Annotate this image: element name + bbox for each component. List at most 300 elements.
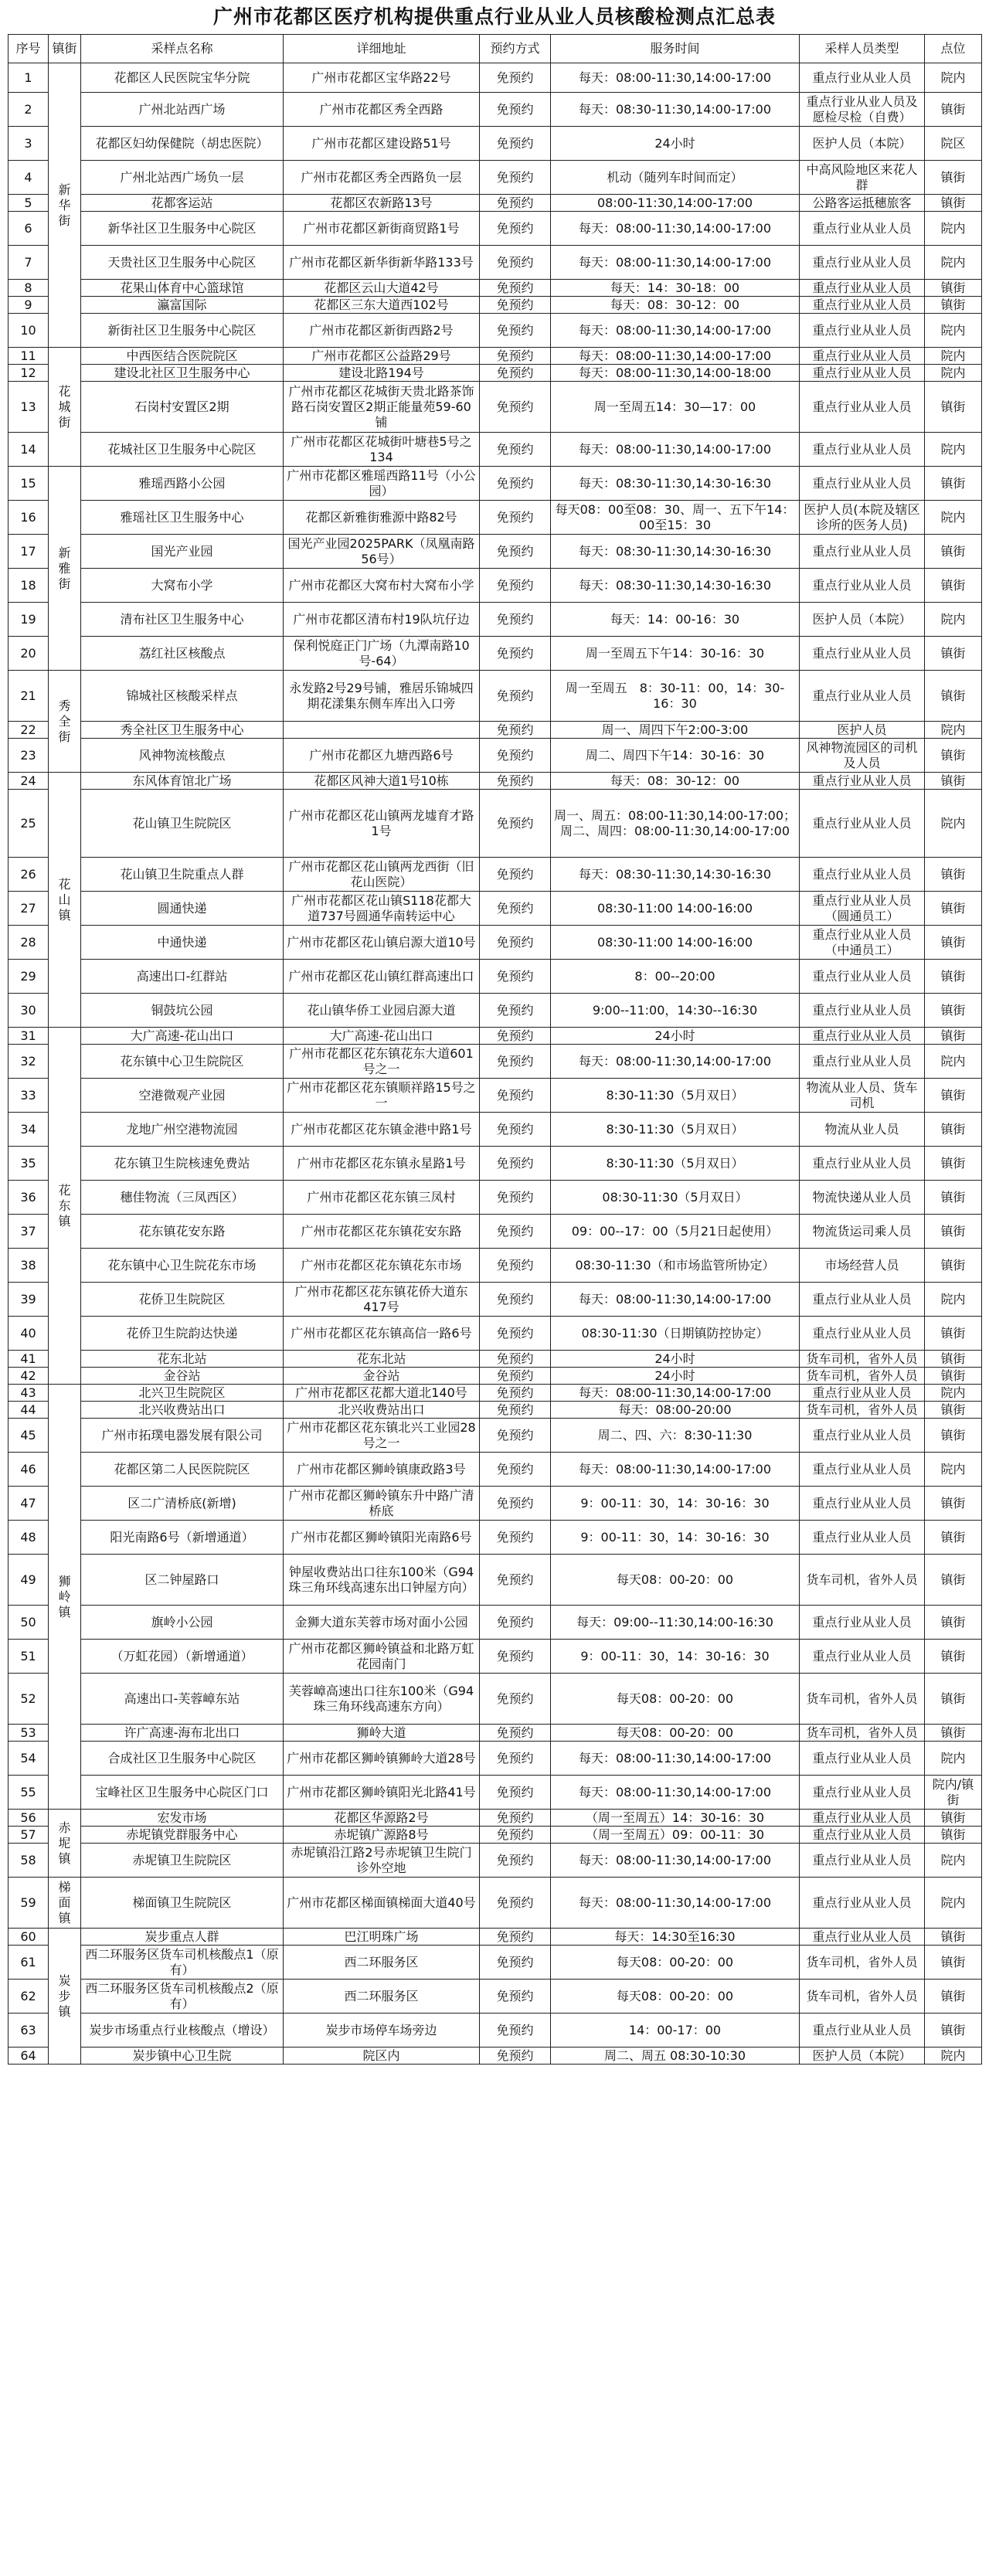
cell-people-type: 医护人员 xyxy=(800,722,925,739)
table-row xyxy=(8,994,982,1028)
cell-booking: 免预约 xyxy=(480,603,551,637)
cell-booking: 免预约 xyxy=(480,1521,551,1555)
table-row xyxy=(8,365,982,382)
cell-location: 镇街 xyxy=(925,637,982,671)
cell-site-name: 金谷站 xyxy=(81,1368,284,1385)
cell-booking: 免预约 xyxy=(480,637,551,671)
cell-site-name: （万虹花园）（新增通道） xyxy=(81,1640,284,1674)
cell-booking: 免预约 xyxy=(480,1283,551,1317)
cell-location: 镇街 xyxy=(925,1215,982,1249)
cell-district xyxy=(49,467,81,671)
cell-service-time: 每天：08：30-12：00 xyxy=(551,773,800,790)
district-label: 花东镇 xyxy=(58,1182,71,1229)
cell-service-time: 9：00-11：30，14：30-16：30 xyxy=(551,1640,800,1674)
cell-site-name: 许广高速-海布北出口 xyxy=(81,1725,284,1742)
cell-people-type: 重点行业从业人员 xyxy=(800,637,925,671)
cell-no: 46 xyxy=(8,1453,49,1487)
cell-people-type: 重点行业从业人员 xyxy=(800,1640,925,1674)
table-row xyxy=(8,280,982,297)
cell-people-type: 重点行业从业人员 xyxy=(800,1810,925,1827)
cell-people-type: 医护人员（本院） xyxy=(800,603,925,637)
cell-address: 金狮大道东芙蓉市场对面小公园 xyxy=(284,1606,480,1640)
table-row xyxy=(8,1045,982,1079)
cell-site-name: 梯面镇卫生院院区 xyxy=(81,1878,284,1929)
cell-address: 广州市花都区花山镇两龙西街（旧花山医院） xyxy=(284,858,480,892)
table-row xyxy=(8,1640,982,1674)
cell-booking: 免预约 xyxy=(480,1487,551,1521)
cell-location: 镇街 xyxy=(925,1181,982,1215)
document-title: 广州市花都区医疗机构提供重点行业从业人员核酸检测点汇总表 xyxy=(212,5,776,28)
cell-booking: 免预约 xyxy=(480,1742,551,1776)
cell-site-name: 花城社区卫生服务中心院区 xyxy=(81,433,284,467)
table-row xyxy=(8,1725,982,1742)
cell-site-name: 建设北社区卫生服务中心 xyxy=(81,365,284,382)
cell-address: 广州市花都区新华街新华路133号 xyxy=(284,246,480,280)
cell-location: 镇街 xyxy=(925,1521,982,1555)
cell-booking: 免预约 xyxy=(480,535,551,569)
cell-location: 镇街 xyxy=(925,1555,982,1606)
cell-booking: 免预约 xyxy=(480,195,551,212)
cell-site-name: 区二广清桥底(新增) xyxy=(81,1487,284,1521)
cell-people-type: 重点行业从业人员 xyxy=(800,1453,925,1487)
cell-no: 19 xyxy=(8,603,49,637)
table-row xyxy=(8,467,982,501)
cell-address: 花东北站 xyxy=(284,1351,480,1368)
cell-site-name: 锦城社区核酸采样点 xyxy=(81,671,284,722)
cell-booking: 免预约 xyxy=(480,246,551,280)
cell-people-type: 重点行业从业人员 xyxy=(800,1521,925,1555)
cell-address: 永发路2号29号铺，雅居乐锦城四期花漾集东侧车库出入口旁 xyxy=(284,671,480,722)
cell-site-name: 花侨卫生院院区 xyxy=(81,1283,284,1317)
cell-no: 60 xyxy=(8,1929,49,1946)
cell-service-time: 每天08：00至08：30、周一、五下午14：00至15：30 xyxy=(551,501,800,535)
cell-service-time: 每天：08:00-11:30,14:00-17:00 xyxy=(551,1776,800,1810)
cell-location: 院内 xyxy=(925,314,982,348)
cell-people-type: 医护人员（本院） xyxy=(800,2048,925,2065)
cell-address: 炭步市场停车场旁边 xyxy=(284,2014,480,2048)
cell-district xyxy=(49,1385,81,1810)
header-booking: 预约方式 xyxy=(480,35,551,63)
cell-location: 镇街 xyxy=(925,892,982,926)
cell-location: 镇街 xyxy=(925,1317,982,1351)
cell-no: 49 xyxy=(8,1555,49,1606)
cell-address: 广州市花都区公益路29号 xyxy=(284,348,480,365)
cell-service-time: 08:30-11:30（和市场监管所协定） xyxy=(551,1249,800,1283)
cell-booking: 免预约 xyxy=(480,1606,551,1640)
table-row xyxy=(8,1419,982,1453)
district-label: 新雅街 xyxy=(58,545,71,591)
cell-site-name: 龙地广州空港物流园 xyxy=(81,1113,284,1147)
table-row xyxy=(8,297,982,314)
table-row xyxy=(8,433,982,467)
table-row xyxy=(8,1113,982,1147)
cell-service-time: 每天：08:00-11:30,14:00-17:00 xyxy=(551,433,800,467)
cell-site-name: 新街社区卫生服务中心院区 xyxy=(81,314,284,348)
cell-no: 13 xyxy=(8,382,49,433)
cell-site-name: 中通快递 xyxy=(81,926,284,960)
cell-address: 广州市花都区狮岭镇阳光南路6号 xyxy=(284,1521,480,1555)
cell-booking: 免预约 xyxy=(480,926,551,960)
cell-address: 广州市花都区新街西路2号 xyxy=(284,314,480,348)
cell-location: 镇街 xyxy=(925,1810,982,1827)
cell-service-time: 9：00-11：30，14：30-16：30 xyxy=(551,1521,800,1555)
cell-address: 广州市花都区建设路51号 xyxy=(284,127,480,161)
cell-service-time: 机动（随列车时间而定） xyxy=(551,161,800,195)
cell-district xyxy=(49,1810,81,1878)
cell-people-type: 重点行业从业人员 xyxy=(800,1487,925,1521)
cell-service-time: 每天：08:00-11:30,14:00-17:00 xyxy=(551,1283,800,1317)
cell-address: 广州市花都区花东镇北兴工业园28号之一 xyxy=(284,1419,480,1453)
table-row xyxy=(8,569,982,603)
table-row xyxy=(8,1487,982,1521)
cell-people-type: 重点行业从业人员 xyxy=(800,535,925,569)
cell-site-name: 西二环服务区货车司机核酸点1（原有） xyxy=(81,1946,284,1980)
cell-address: 广州市花都区花山镇红群高速出口 xyxy=(284,960,480,994)
table-row xyxy=(8,212,982,246)
cell-people-type: 重点行业从业人员 xyxy=(800,297,925,314)
cell-booking: 免预约 xyxy=(480,280,551,297)
table-row xyxy=(8,1402,982,1419)
cell-no: 51 xyxy=(8,1640,49,1674)
cell-address: 广州市花都区狮岭镇康政路3号 xyxy=(284,1453,480,1487)
cell-service-time: 24小时 xyxy=(551,1351,800,1368)
cell-location: 镇街 xyxy=(925,773,982,790)
district-label: 花城街 xyxy=(58,383,71,430)
cell-address: 金谷站 xyxy=(284,1368,480,1385)
cell-address: 广州市花都区宝华路22号 xyxy=(284,63,480,93)
cell-booking: 免预约 xyxy=(480,1929,551,1946)
cell-no: 43 xyxy=(8,1385,49,1402)
cell-booking: 免预约 xyxy=(480,1980,551,2014)
cell-address: 广州市花都区狮岭镇东升中路广清桥底 xyxy=(284,1487,480,1521)
cell-location: 院内 xyxy=(925,722,982,739)
cell-district xyxy=(49,348,81,467)
cell-location: 镇街 xyxy=(925,1368,982,1385)
district-label: 炭步镇 xyxy=(58,1973,71,2019)
cell-people-type: 重点行业从业人员 xyxy=(800,960,925,994)
cell-service-time: 每天：08:30-11:30,14:30-16:30 xyxy=(551,535,800,569)
cell-address: 广州市花都区新街商贸路1号 xyxy=(284,212,480,246)
cell-no: 56 xyxy=(8,1810,49,1827)
table-row xyxy=(8,1946,982,1980)
cell-site-name: 赤坭镇卫生院院区 xyxy=(81,1844,284,1878)
table-row xyxy=(8,63,982,93)
cell-no: 50 xyxy=(8,1606,49,1640)
cell-people-type: 物流从业人员 xyxy=(800,1113,925,1147)
header-people: 采样人员类型 xyxy=(800,35,925,63)
cell-booking: 免预约 xyxy=(480,892,551,926)
table-row xyxy=(8,1368,982,1385)
cell-location: 镇街 xyxy=(925,1113,982,1147)
cell-no: 48 xyxy=(8,1521,49,1555)
cell-address: 广州市花都区花城街天贵北路茶饰路石岗安置区2期正能量苑59-60铺 xyxy=(284,382,480,433)
table-row xyxy=(8,1878,982,1929)
district-label: 花山镇 xyxy=(58,876,71,923)
cell-people-type: 重点行业从业人员 xyxy=(800,1776,925,1810)
cell-location: 镇街 xyxy=(925,1827,982,1844)
cell-location: 镇街 xyxy=(925,1980,982,2014)
cell-address: 广州市花都区雅瑶西路11号（小公园） xyxy=(284,467,480,501)
cell-site-name: 花东镇花安东路 xyxy=(81,1215,284,1249)
cell-no: 42 xyxy=(8,1368,49,1385)
cell-site-name: 花东镇卫生院核速免费站 xyxy=(81,1147,284,1181)
cell-booking: 免预约 xyxy=(480,1827,551,1844)
cell-no: 54 xyxy=(8,1742,49,1776)
testing-sites-table xyxy=(8,34,982,2065)
cell-site-name: 区二钟屋路口 xyxy=(81,1555,284,1606)
cell-site-name: 西二环服务区货车司机核酸点2（原有） xyxy=(81,1980,284,2014)
cell-service-time: 24小时 xyxy=(551,1368,800,1385)
cell-no: 55 xyxy=(8,1776,49,1810)
cell-booking: 免预约 xyxy=(480,1215,551,1249)
cell-booking: 免预约 xyxy=(480,569,551,603)
cell-service-time: 8:30-11:30（5月双日） xyxy=(551,1079,800,1113)
cell-address: 广州市花都区花山镇两龙墟育才路1号 xyxy=(284,790,480,858)
cell-people-type: 物流货运司乘人员 xyxy=(800,1215,925,1249)
cell-people-type: 重点行业从业人员 xyxy=(800,1419,925,1453)
cell-site-name: 雅瑶社区卫生服务中心 xyxy=(81,501,284,535)
cell-people-type: 重点行业从业人员 xyxy=(800,1028,925,1045)
table-row xyxy=(8,1181,982,1215)
table-row xyxy=(8,246,982,280)
cell-address: 广州市花都区梯面镇梯面大道40号 xyxy=(284,1878,480,1929)
cell-booking: 免预约 xyxy=(480,93,551,127)
cell-address: 院区内 xyxy=(284,2048,480,2065)
cell-booking: 免预约 xyxy=(480,1113,551,1147)
cell-no: 53 xyxy=(8,1725,49,1742)
cell-people-type: 重点行业从业人员（中通员工） xyxy=(800,926,925,960)
cell-address: 花都区三东大道西102号 xyxy=(284,297,480,314)
cell-people-type: 重点行业从业人员 xyxy=(800,1283,925,1317)
cell-address: 广州市花都区花山镇启源大道10号 xyxy=(284,926,480,960)
table-row xyxy=(8,1028,982,1045)
cell-service-time: 周一至周五下午14：30-16：30 xyxy=(551,637,800,671)
cell-service-time: 8：00--20:00 xyxy=(551,960,800,994)
cell-people-type: 货车司机，省外人员 xyxy=(800,1402,925,1419)
cell-no: 44 xyxy=(8,1402,49,1419)
table-row xyxy=(8,773,982,790)
cell-site-name: 国光产业园 xyxy=(81,535,284,569)
cell-site-name: 炭步镇中心卫生院 xyxy=(81,2048,284,2065)
cell-service-time: 08:30-11:00 14:00-16:00 xyxy=(551,892,800,926)
cell-no: 40 xyxy=(8,1317,49,1351)
cell-service-time: （周一至周五）09：00-11：30 xyxy=(551,1827,800,1844)
table-row xyxy=(8,1079,982,1113)
cell-no: 34 xyxy=(8,1113,49,1147)
table-row xyxy=(8,501,982,535)
cell-site-name: 大广高速-花山出口 xyxy=(81,1028,284,1045)
cell-people-type: 货车司机，省外人员 xyxy=(800,1674,925,1725)
cell-booking: 免预约 xyxy=(480,1725,551,1742)
cell-address: 广州市花都区花东镇三凤村 xyxy=(284,1181,480,1215)
cell-site-name: 旗岭小公园 xyxy=(81,1606,284,1640)
cell-district xyxy=(49,1028,81,1385)
cell-no: 57 xyxy=(8,1827,49,1844)
cell-people-type: 重点行业从业人员 xyxy=(800,280,925,297)
cell-service-time: 每天08：00-20：00 xyxy=(551,1674,800,1725)
cell-address: 广州市花都区花东镇永星路1号 xyxy=(284,1147,480,1181)
cell-no: 52 xyxy=(8,1674,49,1725)
table-row xyxy=(8,1555,982,1606)
table-row xyxy=(8,1453,982,1487)
table-row xyxy=(8,1147,982,1181)
cell-location: 镇街 xyxy=(925,1929,982,1946)
cell-location: 镇街 xyxy=(925,739,982,773)
header-district: 镇街 xyxy=(49,35,81,63)
cell-site-name: 阳光南路6号（新增通道） xyxy=(81,1521,284,1555)
cell-service-time: 每天：08:30-11:30,14:30-16:30 xyxy=(551,569,800,603)
cell-address: 狮岭大道 xyxy=(284,1725,480,1742)
cell-address: 广州市花都区花东镇顺祥路15号之一 xyxy=(284,1079,480,1113)
cell-location: 镇街 xyxy=(925,93,982,127)
cell-booking: 免预约 xyxy=(480,348,551,365)
cell-address: 广州市花都区狮岭镇益和北路万虹花园南门 xyxy=(284,1640,480,1674)
cell-people-type: 重点行业从业人员 xyxy=(800,1827,925,1844)
cell-address: 花都区农新路13号 xyxy=(284,195,480,212)
cell-no: 18 xyxy=(8,569,49,603)
cell-service-time: 每天08：00-20：00 xyxy=(551,1725,800,1742)
table-row xyxy=(8,127,982,161)
table-row xyxy=(8,93,982,127)
table-row xyxy=(8,603,982,637)
cell-booking: 免预约 xyxy=(480,297,551,314)
cell-no: 17 xyxy=(8,535,49,569)
cell-no: 9 xyxy=(8,297,49,314)
cell-booking: 免预约 xyxy=(480,671,551,722)
cell-booking: 免预约 xyxy=(480,1079,551,1113)
cell-booking: 免预约 xyxy=(480,467,551,501)
cell-service-time: 每天：08：30-12：00 xyxy=(551,297,800,314)
cell-no: 58 xyxy=(8,1844,49,1878)
cell-site-name: 空港微观产业园 xyxy=(81,1079,284,1113)
cell-address: 花都区华源路2号 xyxy=(284,1810,480,1827)
cell-address: 广州市花都区花城街叶塘巷5号之134 xyxy=(284,433,480,467)
cell-site-name: 广州市拓璞电器发展有限公司 xyxy=(81,1419,284,1453)
cell-no: 38 xyxy=(8,1249,49,1283)
cell-site-name: 广州北站西广场负一层 xyxy=(81,161,284,195)
cell-no: 10 xyxy=(8,314,49,348)
cell-no: 16 xyxy=(8,501,49,535)
cell-location: 院内 xyxy=(925,501,982,535)
cell-people-type: 重点行业从业人员（圆通员工） xyxy=(800,892,925,926)
cell-service-time: 每天：08:00-11:30,14:00-17:00 xyxy=(551,314,800,348)
table-row xyxy=(8,382,982,433)
cell-no: 36 xyxy=(8,1181,49,1215)
cell-location: 院内 xyxy=(925,603,982,637)
cell-service-time: 周一、周四下午2:00-3:00 xyxy=(551,722,800,739)
cell-people-type: 重点行业从业人员 xyxy=(800,773,925,790)
cell-booking: 免预约 xyxy=(480,1844,551,1878)
cell-address: 建设北路194号 xyxy=(284,365,480,382)
table-row xyxy=(8,1810,982,1827)
cell-booking: 免预约 xyxy=(480,2014,551,2048)
table-row xyxy=(8,348,982,365)
cell-district xyxy=(49,63,81,348)
cell-people-type: 重点行业从业人员 xyxy=(800,1742,925,1776)
cell-location: 镇街 xyxy=(925,1419,982,1453)
table-row xyxy=(8,314,982,348)
table-row xyxy=(8,1351,982,1368)
cell-location: 镇街 xyxy=(925,994,982,1028)
cell-district xyxy=(49,1878,81,1929)
cell-booking: 免预约 xyxy=(480,994,551,1028)
cell-service-time: 每天：08:00-11:30,14:00-17:00 xyxy=(551,246,800,280)
cell-location: 镇街 xyxy=(925,2014,982,2048)
cell-no: 63 xyxy=(8,2014,49,2048)
cell-address: 广州市花都区狮岭镇阳光北路41号 xyxy=(284,1776,480,1810)
cell-location: 镇街 xyxy=(925,926,982,960)
cell-people-type: 重点行业从业人员 xyxy=(800,1385,925,1402)
cell-no: 23 xyxy=(8,739,49,773)
cell-service-time: 每天：08:30-11:30,14:30-16:30 xyxy=(551,858,800,892)
cell-service-time: 每天：14:30至16:30 xyxy=(551,1929,800,1946)
cell-location: 镇街 xyxy=(925,1402,982,1419)
cell-service-time: 周二、四、六：8:30-11:30 xyxy=(551,1419,800,1453)
table-row xyxy=(8,1776,982,1810)
table-row xyxy=(8,1827,982,1844)
cell-address: 广州市花都区狮岭镇狮岭大道28号 xyxy=(284,1742,480,1776)
cell-service-time: 每天08：00-20：00 xyxy=(551,1980,800,2014)
table-row xyxy=(8,2014,982,2048)
cell-no: 35 xyxy=(8,1147,49,1181)
cell-people-type: 医护人员（本院） xyxy=(800,127,925,161)
cell-booking: 免预约 xyxy=(480,1249,551,1283)
cell-service-time: 9：00-11：30，14：30-16：30 xyxy=(551,1487,800,1521)
cell-site-name: 炭步市场重点行业核酸点（增设） xyxy=(81,2014,284,2048)
cell-booking: 免预约 xyxy=(480,1028,551,1045)
cell-no: 61 xyxy=(8,1946,49,1980)
cell-no: 41 xyxy=(8,1351,49,1368)
cell-people-type: 重点行业从业人员 xyxy=(800,790,925,858)
table-row xyxy=(8,535,982,569)
cell-site-name: 花山镇卫生院重点人群 xyxy=(81,858,284,892)
table-row xyxy=(8,637,982,671)
cell-address: 国光产业园2025PARK（凤凰南路56号） xyxy=(284,535,480,569)
cell-address: 广州市花都区花东镇金港中路1号 xyxy=(284,1113,480,1147)
cell-location: 院内 xyxy=(925,246,982,280)
cell-booking: 免预约 xyxy=(480,1946,551,1980)
cell-service-time: 每天：14：30-18：00 xyxy=(551,280,800,297)
cell-address: 广州市花都区秀全西路负一层 xyxy=(284,161,480,195)
cell-no: 3 xyxy=(8,127,49,161)
cell-booking: 免预约 xyxy=(480,739,551,773)
district-label: 赤坭镇 xyxy=(58,1820,71,1866)
cell-address xyxy=(284,722,480,739)
cell-address: 广州市花都区花东镇高信一路6号 xyxy=(284,1317,480,1351)
cell-address: 广州市花都区九塘西路6号 xyxy=(284,739,480,773)
cell-location: 镇街 xyxy=(925,1351,982,1368)
cell-service-time: 每天：08:00-11:30,14:00-17:00 xyxy=(551,1742,800,1776)
cell-people-type: 重点行业从业人员 xyxy=(800,569,925,603)
table-row xyxy=(8,161,982,195)
table-row xyxy=(8,926,982,960)
table-row xyxy=(8,1929,982,1946)
cell-site-name: 清布社区卫生服务中心 xyxy=(81,603,284,637)
cell-no: 29 xyxy=(8,960,49,994)
cell-address: 钟屋收费站出口往东100米（G94珠三角环线高速东出口钟屋方向） xyxy=(284,1555,480,1606)
cell-people-type: 重点行业从业人员 xyxy=(800,1878,925,1929)
cell-booking: 免预约 xyxy=(480,1453,551,1487)
district-label: 梯面镇 xyxy=(58,1879,71,1925)
cell-location: 镇街 xyxy=(925,195,982,212)
cell-location: 镇街 xyxy=(925,1674,982,1725)
cell-no: 1 xyxy=(8,63,49,93)
cell-service-time: 每天08：00-20：00 xyxy=(551,1946,800,1980)
cell-service-time: 每天：08:00-11:30,14:00-17:00 xyxy=(551,63,800,93)
table-row xyxy=(8,960,982,994)
cell-people-type: 重点行业从业人员 xyxy=(800,1147,925,1181)
cell-people-type: 货车司机，省外人员 xyxy=(800,1555,925,1606)
